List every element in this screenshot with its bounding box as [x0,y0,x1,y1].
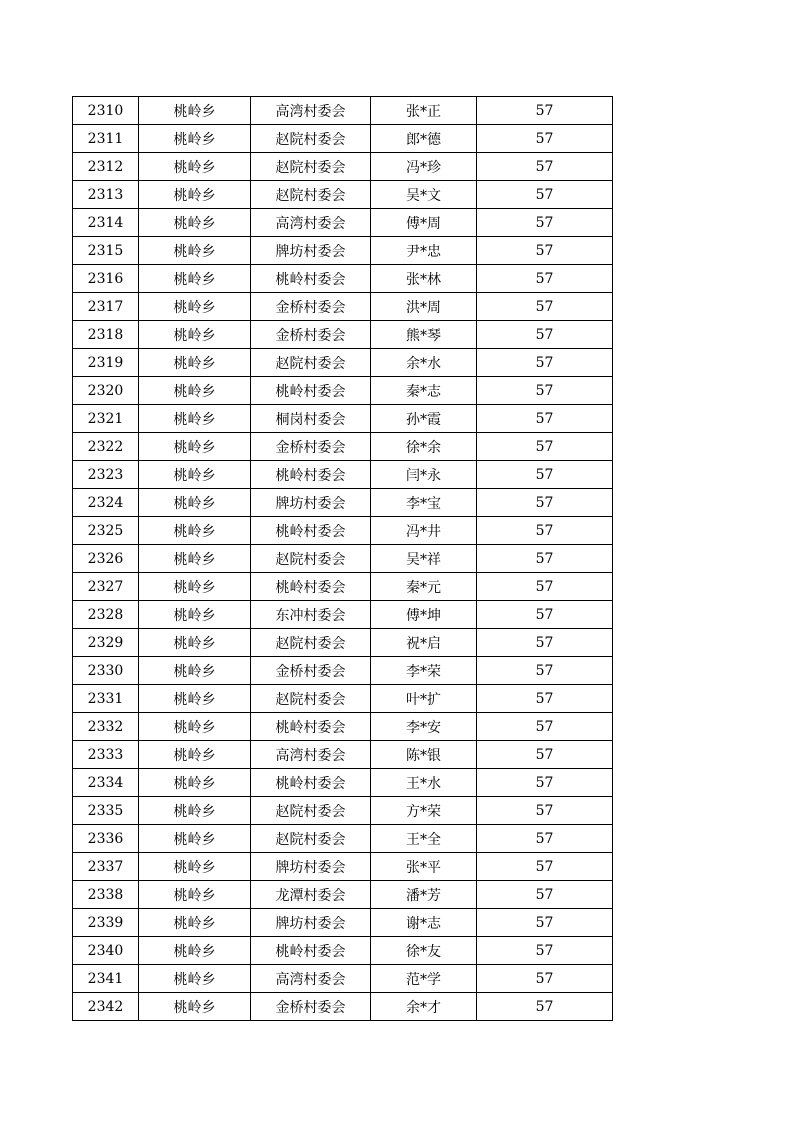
name-cell: 熊*琴 [371,321,477,349]
row-number-cell: 2318 [73,321,139,349]
table-row [73,265,613,293]
row-number-cell: 2327 [73,573,139,601]
value-cell: 57 [477,741,613,769]
village-committee-cell: 桃岭村委会 [251,517,371,545]
table-row [73,909,613,937]
table-row [73,153,613,181]
name-cell: 尹*忠 [371,237,477,265]
village-committee-cell: 高湾村委会 [251,97,371,125]
township-cell: 桃岭乡 [139,97,251,125]
village-committee-cell: 牌坊村委会 [251,909,371,937]
value-cell: 57 [477,461,613,489]
township-cell: 桃岭乡 [139,993,251,1021]
name-cell: 潘*芳 [371,881,477,909]
name-cell: 张*正 [371,97,477,125]
row-number-cell: 2330 [73,657,139,685]
table-row [73,937,613,965]
township-cell: 桃岭乡 [139,769,251,797]
name-cell: 王*水 [371,769,477,797]
row-number-cell: 2319 [73,349,139,377]
township-cell: 桃岭乡 [139,125,251,153]
value-cell: 57 [477,265,613,293]
township-cell: 桃岭乡 [139,713,251,741]
row-number-cell: 2311 [73,125,139,153]
table-row [73,713,613,741]
village-committee-cell: 桐岗村委会 [251,405,371,433]
name-cell: 祝*启 [371,629,477,657]
row-number-cell: 2342 [73,993,139,1021]
name-cell: 范*学 [371,965,477,993]
township-cell: 桃岭乡 [139,293,251,321]
name-cell: 孙*霞 [371,405,477,433]
village-committee-cell: 金桥村委会 [251,657,371,685]
table-row [73,377,613,405]
value-cell: 57 [477,853,613,881]
row-number-cell: 2332 [73,713,139,741]
township-cell: 桃岭乡 [139,657,251,685]
value-cell: 57 [477,209,613,237]
row-number-cell: 2326 [73,545,139,573]
value-cell: 57 [477,573,613,601]
table-row [73,433,613,461]
table-row [73,601,613,629]
name-cell: 王*全 [371,825,477,853]
table-row [73,293,613,321]
table-row [73,825,613,853]
name-cell: 冯*珍 [371,153,477,181]
township-cell: 桃岭乡 [139,237,251,265]
value-cell: 57 [477,181,613,209]
township-cell: 桃岭乡 [139,265,251,293]
village-committee-cell: 牌坊村委会 [251,489,371,517]
village-committee-cell: 高湾村委会 [251,965,371,993]
village-committee-cell: 高湾村委会 [251,741,371,769]
table-row [73,545,613,573]
value-cell: 57 [477,405,613,433]
village-committee-cell: 赵院村委会 [251,797,371,825]
value-cell: 57 [477,825,613,853]
row-number-cell: 2338 [73,881,139,909]
township-cell: 桃岭乡 [139,573,251,601]
name-cell: 吴*祥 [371,545,477,573]
township-cell: 桃岭乡 [139,377,251,405]
village-committee-cell: 桃岭村委会 [251,937,371,965]
village-committee-cell: 赵院村委会 [251,153,371,181]
village-committee-cell: 赵院村委会 [251,181,371,209]
table-row [73,405,613,433]
township-cell: 桃岭乡 [139,461,251,489]
township-cell: 桃岭乡 [139,685,251,713]
township-cell: 桃岭乡 [139,909,251,937]
value-cell: 57 [477,349,613,377]
row-number-cell: 2336 [73,825,139,853]
row-number-cell: 2325 [73,517,139,545]
name-cell: 张*林 [371,265,477,293]
row-number-cell: 2328 [73,601,139,629]
value-cell: 57 [477,965,613,993]
row-number-cell: 2340 [73,937,139,965]
name-cell: 闫*永 [371,461,477,489]
name-cell: 傅*坤 [371,601,477,629]
village-committee-cell: 牌坊村委会 [251,237,371,265]
row-number-cell: 2341 [73,965,139,993]
township-cell: 桃岭乡 [139,881,251,909]
table-row [73,237,613,265]
row-number-cell: 2316 [73,265,139,293]
name-cell: 余*水 [371,349,477,377]
table-row [73,321,613,349]
village-committee-cell: 金桥村委会 [251,293,371,321]
name-cell: 吴*文 [371,181,477,209]
name-cell: 傅*周 [371,209,477,237]
row-number-cell: 2339 [73,909,139,937]
name-cell: 洪*周 [371,293,477,321]
township-cell: 桃岭乡 [139,181,251,209]
township-cell: 桃岭乡 [139,825,251,853]
name-cell: 秦*元 [371,573,477,601]
township-cell: 桃岭乡 [139,405,251,433]
name-cell: 陈*银 [371,741,477,769]
table-row [73,97,613,125]
name-cell: 张*平 [371,853,477,881]
row-number-cell: 2331 [73,685,139,713]
name-cell: 李*宝 [371,489,477,517]
village-committee-cell: 龙潭村委会 [251,881,371,909]
row-number-cell: 2323 [73,461,139,489]
village-committee-cell: 赵院村委会 [251,685,371,713]
value-cell: 57 [477,993,613,1021]
value-cell: 57 [477,769,613,797]
village-committee-cell: 赵院村委会 [251,349,371,377]
value-cell: 57 [477,517,613,545]
row-number-cell: 2324 [73,489,139,517]
value-cell: 57 [477,657,613,685]
village-committee-cell: 金桥村委会 [251,433,371,461]
table-row [73,965,613,993]
village-committee-cell: 东冲村委会 [251,601,371,629]
value-cell: 57 [477,629,613,657]
row-number-cell: 2312 [73,153,139,181]
data-table [72,96,613,1021]
table-row [73,209,613,237]
table-row [73,741,613,769]
value-cell: 57 [477,881,613,909]
table-row [73,881,613,909]
value-cell: 57 [477,937,613,965]
value-cell: 57 [477,97,613,125]
township-cell: 桃岭乡 [139,797,251,825]
value-cell: 57 [477,713,613,741]
name-cell: 徐*余 [371,433,477,461]
village-committee-cell: 赵院村委会 [251,545,371,573]
table-row [73,657,613,685]
value-cell: 57 [477,685,613,713]
row-number-cell: 2333 [73,741,139,769]
table-row [73,181,613,209]
township-cell: 桃岭乡 [139,349,251,377]
township-cell: 桃岭乡 [139,209,251,237]
value-cell: 57 [477,545,613,573]
name-cell: 余*才 [371,993,477,1021]
township-cell: 桃岭乡 [139,629,251,657]
row-number-cell: 2322 [73,433,139,461]
table-row [73,629,613,657]
row-number-cell: 2320 [73,377,139,405]
row-number-cell: 2335 [73,797,139,825]
value-cell: 57 [477,797,613,825]
township-cell: 桃岭乡 [139,601,251,629]
name-cell: 徐*友 [371,937,477,965]
value-cell: 57 [477,377,613,405]
township-cell: 桃岭乡 [139,153,251,181]
township-cell: 桃岭乡 [139,433,251,461]
value-cell: 57 [477,153,613,181]
row-number-cell: 2313 [73,181,139,209]
name-cell: 李*安 [371,713,477,741]
township-cell: 桃岭乡 [139,741,251,769]
township-cell: 桃岭乡 [139,965,251,993]
table-row [73,993,613,1021]
row-number-cell: 2317 [73,293,139,321]
name-cell: 叶*扩 [371,685,477,713]
township-cell: 桃岭乡 [139,517,251,545]
row-number-cell: 2310 [73,97,139,125]
row-number-cell: 2337 [73,853,139,881]
village-committee-cell: 赵院村委会 [251,825,371,853]
table-row [73,853,613,881]
table-row [73,349,613,377]
name-cell: 冯*井 [371,517,477,545]
name-cell: 李*荣 [371,657,477,685]
value-cell: 57 [477,909,613,937]
table-row [73,797,613,825]
township-cell: 桃岭乡 [139,937,251,965]
table-row [73,573,613,601]
value-cell: 57 [477,489,613,517]
name-cell: 郎*德 [371,125,477,153]
village-committee-cell: 赵院村委会 [251,629,371,657]
village-committee-cell: 金桥村委会 [251,993,371,1021]
value-cell: 57 [477,433,613,461]
village-committee-cell: 桃岭村委会 [251,265,371,293]
row-number-cell: 2314 [73,209,139,237]
township-cell: 桃岭乡 [139,545,251,573]
table-row [73,125,613,153]
table-row [73,489,613,517]
table-row [73,461,613,489]
village-committee-cell: 桃岭村委会 [251,377,371,405]
table-body [73,97,613,1021]
row-number-cell: 2315 [73,237,139,265]
value-cell: 57 [477,237,613,265]
village-committee-cell: 桃岭村委会 [251,461,371,489]
village-committee-cell: 高湾村委会 [251,209,371,237]
table-row [73,769,613,797]
value-cell: 57 [477,293,613,321]
village-committee-cell: 金桥村委会 [251,321,371,349]
village-committee-cell: 桃岭村委会 [251,573,371,601]
township-cell: 桃岭乡 [139,321,251,349]
name-cell: 秦*志 [371,377,477,405]
township-cell: 桃岭乡 [139,853,251,881]
row-number-cell: 2321 [73,405,139,433]
village-committee-cell: 牌坊村委会 [251,853,371,881]
table-row [73,685,613,713]
name-cell: 谢*志 [371,909,477,937]
value-cell: 57 [477,125,613,153]
village-committee-cell: 赵院村委会 [251,125,371,153]
township-cell: 桃岭乡 [139,489,251,517]
row-number-cell: 2329 [73,629,139,657]
value-cell: 57 [477,321,613,349]
table-row [73,517,613,545]
village-committee-cell: 桃岭村委会 [251,769,371,797]
value-cell: 57 [477,601,613,629]
village-committee-cell: 桃岭村委会 [251,713,371,741]
name-cell: 方*荣 [371,797,477,825]
row-number-cell: 2334 [73,769,139,797]
